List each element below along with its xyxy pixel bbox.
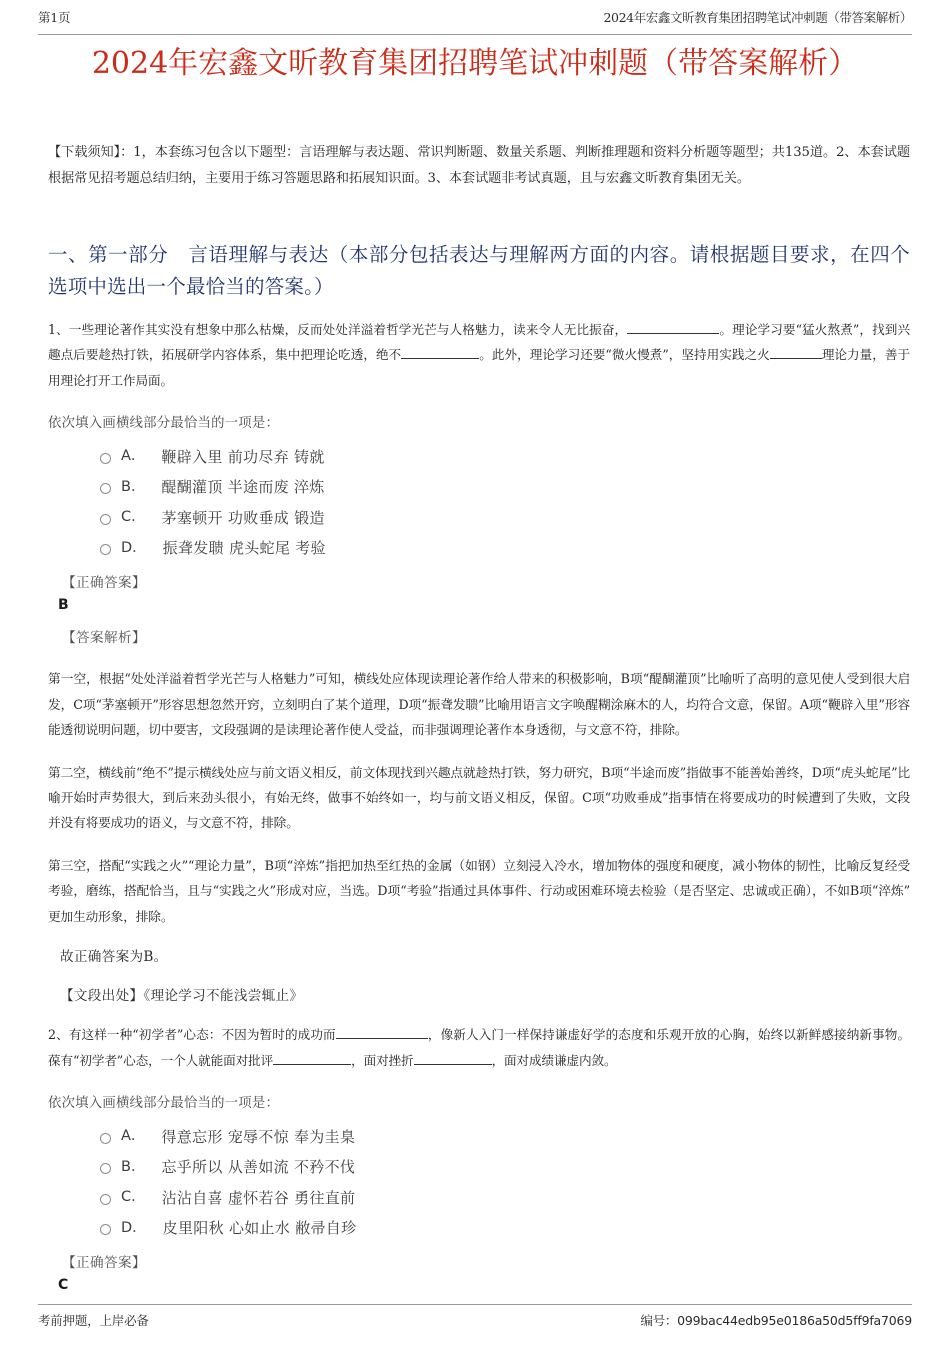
section-heading: 一、第一部分 言语理解与表达（本部分包括表达与理解两方面的内容。请根据题目要求，在四个选项中选出一个最恰当的答案。）	[48, 243, 910, 299]
question-stem-part: 理论力量，善于用理论打开工作局面。	[48, 347, 910, 388]
radio-button-icon[interactable]	[100, 1194, 111, 1205]
explanation-paragraph: 第三空，搭配“实践之火”“理论力量”，B项“淬炼”指把加热至红热的金属（如钢）立刻浸入冷水，增加物体的强度和硬度，减小物体的韧性，比喻反复经受考验，磨练，搭配恰当，且与“实践之火”形成对应，当选。D项“考验”指通过具体事件、行动或困难环境去检验（是否坚定、忠诚或正确），不如B项“淬炼”更加生动形象，排除。	[48, 857, 910, 924]
running-header	[38, 8, 912, 35]
option-list	[48, 1126, 910, 1240]
footer-code-label: 编号：	[640, 1313, 678, 1328]
footer-code	[641, 1311, 913, 1329]
correct-answer-label: 【正确答案】	[62, 1254, 146, 1271]
answer-blank	[770, 358, 822, 359]
question-stem-part: ，面对挫折	[351, 1053, 414, 1068]
radio-button-icon[interactable]	[100, 1163, 111, 1174]
download-notice: 【下载须知】：1，本套练习包含以下题型：言语理解与表达题、常识判断题、数量关系题、判断推理题和资料分析题等题型；共135道。2、本套试题根据常见招考题总结归纳，主要用于练习答题思路和拓展知识面。3、本套试题非考试真题，且与宏鑫文昕教育集团无关。	[48, 145, 910, 186]
explanation-paragraph: 第二空，横线前“绝不”提示横线处应与前文语义相反，前文体现找到兴趣点就趁热打铁，努力研究，B项“半途而废”指做事不能善始善终，D项“虎头蛇尾”比喻开始时声势很大，到后来劲头很小，有始无终，做事不始终如一，均与前文语义相反，保留。C项“功败垂成”指事情在将要成功的时候遭到了失败，文段并没有将要成功的语义，与文意不符，排除。	[48, 764, 910, 831]
running-header-title: 2024年宏鑫文昕教育集团招聘笔试冲刺题（带答案解析）	[603, 10, 912, 25]
question-stem-part: ，像新人入门一样保持谦虚好学的态度和乐观开放的心胸，始终以新鲜感接纳新事物。葆有“初学者”心态，一个人就能面对批评	[48, 1027, 910, 1068]
correct-answer-value: B	[58, 596, 69, 613]
question-stem	[48, 1022, 910, 1073]
source-line	[60, 985, 910, 1008]
radio-button-icon[interactable]	[100, 483, 111, 494]
question-stem-part: 。理论学习要“猛火熬煮”，找到兴趣点后要趁热打铁，拓展研学内容体系，集中把理论吃透，绝不	[48, 321, 910, 363]
question-number: 2、	[48, 1027, 69, 1043]
question-prompt: 依次填入画横线部分最恰当的一项是：	[48, 1095, 280, 1111]
option-item-d[interactable]	[48, 537, 910, 560]
option-text: 得意忘形 宠辱不惊 奉为圭臬	[161, 1127, 356, 1146]
option-item-a[interactable]	[48, 446, 910, 469]
answer-blank	[401, 358, 479, 359]
question-block	[48, 317, 910, 1009]
question-stem	[48, 317, 910, 394]
answer-blank	[414, 1064, 492, 1065]
footer-code-value: 099bac44edb95e0186a50d5ff9fa7069	[677, 1313, 912, 1328]
answer-analysis-label: 【答案解析】	[62, 630, 146, 647]
option-letter: D．	[121, 539, 147, 556]
answer-blank	[627, 333, 719, 334]
option-item-a[interactable]	[48, 1126, 910, 1149]
option-list	[48, 446, 910, 560]
explanation-paragraph: 第一空，根据“处处洋溢着哲学光芒与人格魅力”可知，横线处应体现读理论著作给人带来的积极影响，B项“醍醐灌顶”比喻听了高明的意见使人受到很大启发，C项“茅塞顿开”形容思想忽然开窍，立刻明白了某个道理，D项“振聋发聩”比喻用语言文字唤醒糊涂麻木的人，均符合文意，保留。A项“鞭辟入里”形容能透彻说明问题，切中要害，文段强调的是读理论著作使人受益，而非强调理论著作本身透彻，与文意不符，排除。	[48, 671, 910, 738]
option-letter: C．	[121, 509, 146, 526]
question-stem-part: 有这样一种“初学者”心态：不因为暂时的成功而	[68, 1027, 336, 1043]
radio-button-icon[interactable]	[100, 514, 111, 525]
option-text: 忘乎所以 从善如流 不矜不伐	[161, 1158, 356, 1177]
radio-button-icon[interactable]	[100, 1224, 111, 1235]
correct-answer-label: 【正确答案】	[62, 574, 146, 591]
footer-slogan: 考前押题，上岸必备	[38, 1313, 149, 1328]
option-letter: C．	[121, 1189, 146, 1206]
option-text: 振聋发聩 虎头蛇尾 考验	[162, 539, 326, 558]
option-item-d[interactable]	[48, 1217, 910, 1240]
document-body	[48, 140, 910, 1295]
answer-blank	[336, 1038, 428, 1039]
radio-button-icon[interactable]	[100, 453, 111, 464]
option-item-b[interactable]	[48, 476, 910, 499]
page-number-label: 第1页	[38, 10, 71, 25]
source-title: 《理论学习不能浅尝辄止》	[143, 988, 304, 1005]
option-text: 沾沾自喜 虚怀若谷 勇往直前	[161, 1188, 356, 1207]
radio-button-icon[interactable]	[100, 544, 111, 555]
option-letter: A．	[121, 448, 146, 465]
option-letter: D．	[121, 1219, 147, 1236]
answer-blank	[273, 1064, 351, 1065]
option-letter: A．	[121, 1128, 146, 1145]
radio-button-icon[interactable]	[100, 1133, 111, 1144]
option-letter: B．	[121, 478, 146, 495]
option-item-c[interactable]	[48, 507, 910, 530]
question-number: 1、	[48, 321, 69, 337]
question-stem-part: 。此外，理论学习还要“微火慢煮”，坚持用实践之火	[479, 347, 770, 363]
option-text: 皮里阳秋 心如止水 敝帚自珍	[162, 1219, 357, 1238]
option-item-b[interactable]	[48, 1156, 910, 1179]
question-stem-part: ，面对成绩谦虚内敛。	[491, 1053, 617, 1068]
running-footer	[38, 1304, 912, 1333]
page-title: 2024年宏鑫文昕教育集团招聘笔试冲刺题（带答案解析）	[91, 46, 859, 81]
option-text: 醍醐灌顶 半途而废 淬炼	[161, 478, 325, 497]
correct-answer-value: C	[58, 1276, 69, 1293]
answer-conclusion: 故正确答案为B。	[60, 949, 168, 966]
question-stem-part: 一些理论著作其实没有想象中那么枯燥，反而处处洋溢着哲学光芒与人格魅力，读来令人无比振奋，	[68, 321, 628, 337]
option-item-c[interactable]	[48, 1187, 910, 1210]
question-block	[48, 1022, 910, 1295]
option-text: 茅塞顿开 功败垂成 锻造	[161, 508, 325, 527]
option-text: 鞭辟入里 前功尽弃 铸就	[161, 447, 325, 466]
option-letter: B．	[121, 1158, 146, 1175]
source-label: 【文段出处】	[60, 988, 144, 1005]
question-prompt: 依次填入画横线部分最恰当的一项是：	[48, 415, 280, 431]
